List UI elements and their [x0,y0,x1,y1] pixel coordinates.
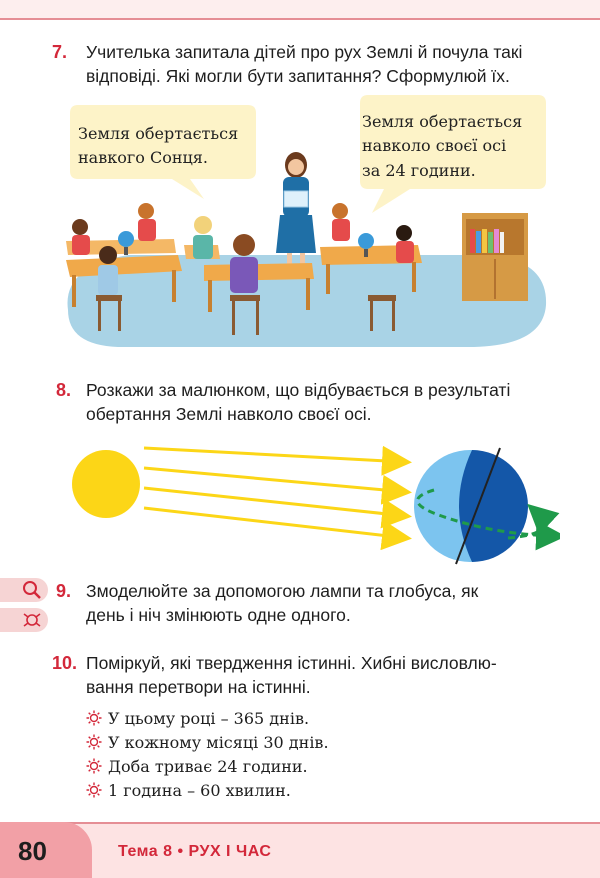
task-10-line-2: вання перетвори на істинні. [86,677,311,697]
task-9-line-1: Змоделюйте за допомогою лампи та глобуса, як [86,581,479,601]
statement-item [86,706,329,730]
sun-bullet-icon [86,758,102,774]
bubble-right-line-2: навколо своєї осі [362,136,507,155]
sun-earth-diagram [60,440,560,570]
page-number: 80 [18,836,47,866]
task-8-line-1: Розкажи за малюнком, що відбувається в результаті [86,380,511,400]
sun-ray [144,448,406,462]
sun-bullet-icon [86,782,102,798]
teacher [276,152,316,273]
earth-icon [414,448,528,564]
task-9-number: 9. [56,581,72,601]
topic-title: Тема 8 • РУХ І ЧАС [118,843,272,860]
task-9-text [86,579,546,627]
bubble-right-line-1: Земля обертається [362,112,523,131]
task-7-line-1: Учителька запитала дітей про рух Землі й почула такі [86,42,523,62]
group-work-tab [0,608,48,632]
statement-item [86,730,329,754]
statement-text: Доба триває 24 години. [108,756,308,776]
task-7-line-2: відповіді. Які могли бути запитання? Сформулюй їх. [86,66,510,86]
task-7-text [86,40,546,88]
bubble-left-line-1: Земля обертається [78,124,239,143]
footer-rule [0,822,600,824]
task-10-text [86,651,546,699]
statement-text: У кожному місяці 30 днів. [108,732,329,752]
speech-bubble-right [360,95,546,213]
statement-text: У цьому році – 365 днів. [108,708,310,728]
task-10-number: 10. [52,653,78,673]
bubble-right-line-3: за 24 години. [362,161,476,180]
task-7-number: 7. [52,42,68,62]
bubble-left-line-2: навкого Сонця. [78,148,208,167]
sun-ray [144,468,406,492]
magnifier-icon [22,580,42,600]
speech-bubble-left [70,105,256,199]
task-8-text [86,378,546,426]
task-10-line-1: Поміркуй, які твердження істинні. Хибні висловлю- [86,653,497,673]
top-band [0,0,600,18]
sun-bullet-icon [86,734,102,750]
sun-bullet-icon [86,710,102,726]
task-9-line-2: день і ніч змінюють одне одного. [86,605,351,625]
sun-icon [72,450,140,518]
classroom-illustration [58,95,558,350]
statement-list [86,706,329,802]
statement-item [86,778,329,802]
task-8-number: 8. [56,380,72,400]
task-8-line-2: обертання Землі навколо своєї осі. [86,404,372,424]
group-work-icon [22,610,42,630]
magnifier-tab [0,578,48,602]
sun-rays [144,448,406,538]
statement-item [86,754,329,778]
top-rule [0,18,600,20]
bookshelf [462,213,528,301]
statement-text: 1 година – 60 хвилин. [108,780,291,800]
